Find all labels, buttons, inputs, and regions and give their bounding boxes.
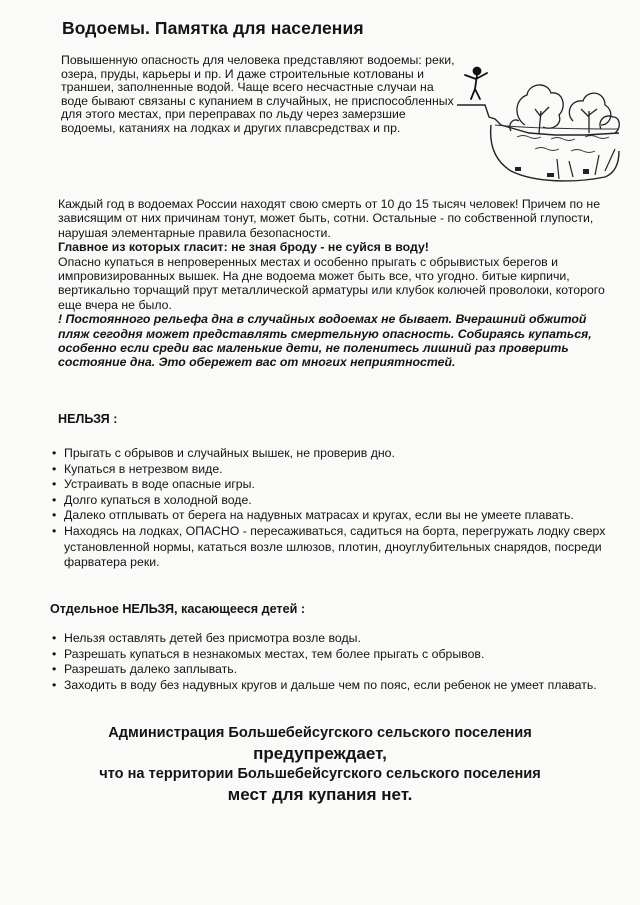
forbidden-list xyxy=(52,446,612,571)
list-item: • Купаться в нетрезвом виде. xyxy=(52,462,612,478)
list-item: • Разрешать далеко заплывать. xyxy=(52,662,612,678)
list-item: • Далеко отплывать от берега на надувных матрасах и кругах, если вы не умеете плавать. xyxy=(52,508,612,524)
list-item: • Заходить в воду без надувных кругов и дальше чем по пояс, если ребенок не умеет плавать. xyxy=(52,678,612,694)
intro-paragraph: Повышенную опасность для человека представляют водоемы: реки, озера, пруды, карьеры и пр. И даже строительные котлованы и траншеи, заполненные водой. Чаще всего несчастные случаи на воде бывают связаны с купанием в случайных, не приспособленных для этого местах, при переправах по льду через замерзшие водоемы, катаниях на лодках и других плавсредствах и пр. xyxy=(61,53,455,135)
list-item: • Прыгать с обрывов и случайных вышек, не проверив дно. xyxy=(52,446,612,462)
main-rule: Главное из которых гласит: не зная броду - не суйся в воду! xyxy=(58,240,429,255)
notice-line-1: Администрация Большебейсугского сельского поселения xyxy=(108,725,532,741)
notice-line-3: что на территории Большебейсугского сельского поселения xyxy=(99,766,541,782)
list-item: • Разрешать купаться в незнакомых местах, тем более прыгать с обрывов. xyxy=(52,647,612,663)
list-item: • Долго купаться в холодной воде. xyxy=(52,493,612,509)
danger-paragraph: Опасно купаться в непроверенных местах и особенно прыгать с обрывистых берегов и импровизированных вышек. На дне водоема может быть все, что угодно. битые кирпичи, вертикально торчащий прут металлической арматуры или клубок колючей проволоки, которого еще вчера не было. xyxy=(58,254,605,312)
forbidden-heading: НЕЛЬЗЯ : xyxy=(58,412,118,426)
document-title: Водоемы. Памятка для населения xyxy=(62,18,364,38)
children-list xyxy=(52,631,612,693)
notice-line-4: мест для купания нет. xyxy=(227,785,413,804)
children-heading: Отдельное НЕЛЬЗЯ, касающееся детей : xyxy=(50,602,306,616)
list-item: • Нельзя оставлять детей без присмотра возле воды. xyxy=(52,631,612,647)
list-item: • Находясь на лодках, ОПАСНО - пересаживаться, садиться на борта, перегружать лодку сверх установленной нормы, кататься возле шлюзов, плотин, дноуглубительных снарядов, посреди фарватера реки. xyxy=(52,524,612,571)
main-text-block xyxy=(58,197,608,370)
administration-notice xyxy=(40,722,600,806)
warning-paragraph: ! Постоянного рельефа дна в случайных водоемах не бывает. Вчерашний обжитой пляж сегодня может представлять смертельную опасность. Собираясь купаться, особенно если среди вас маленькие дети, не поленитесь лишний раз проверить состояние дна. Это обережет вас от многих неприятностей. xyxy=(58,312,592,370)
statistics-paragraph: Каждый год в водоемах России находят свою смерть от 10 до 15 тысяч человек! Причем по не зависящим от них причинам тонут, может быть, сотни. Остальные - по собственной глупости, нарушая элементарные правила безопасности. xyxy=(58,197,601,240)
diver-jumping-into-pond-icon xyxy=(455,55,623,187)
list-item: • Устраивать в воде опасные игры. xyxy=(52,477,612,493)
notice-line-2: предупреждает, xyxy=(253,744,387,763)
